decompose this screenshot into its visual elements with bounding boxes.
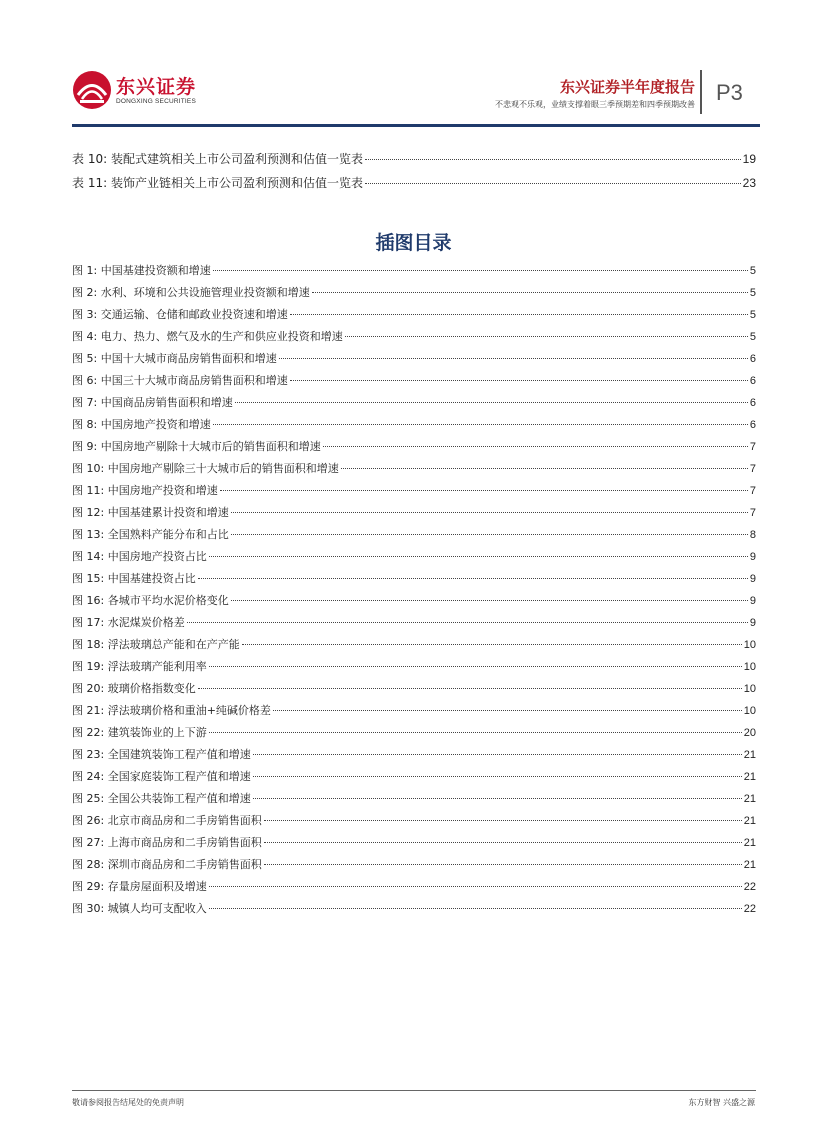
toc-page: 22 xyxy=(743,881,756,893)
dot-leader xyxy=(198,578,748,579)
dot-leader xyxy=(198,688,742,689)
toc-label: 图 4: 电力、热力、燃气及水的生产和供应业投资和增速 xyxy=(72,330,343,343)
toc-page: 5 xyxy=(749,265,756,277)
dot-leader xyxy=(312,292,748,293)
toc-label: 图 24: 全国家庭装饰工程产值和增速 xyxy=(72,770,251,783)
toc-label: 图 21: 浮法玻璃价格和重油+纯碱价格差 xyxy=(72,704,271,717)
toc-page: 7 xyxy=(749,463,756,475)
toc-page: 21 xyxy=(743,771,756,783)
dot-leader xyxy=(231,512,748,513)
dot-leader xyxy=(213,424,748,425)
toc-row[interactable] xyxy=(72,394,756,416)
toc-page: 10 xyxy=(743,705,756,717)
toc-label: 图 5: 中国十大城市商品房销售面积和增速 xyxy=(72,352,277,365)
dot-leader xyxy=(264,864,742,865)
toc-label: 图 10: 中国房地产剔除三十大城市后的销售面积和增速 xyxy=(72,462,339,475)
toc-row[interactable] xyxy=(72,504,756,526)
figure-list xyxy=(72,262,756,922)
dot-leader xyxy=(290,314,748,315)
toc-row[interactable] xyxy=(72,592,756,614)
dot-leader xyxy=(209,556,748,557)
toc-label: 图 16: 各城市平均水泥价格变化 xyxy=(72,594,229,607)
toc-row[interactable] xyxy=(72,790,756,812)
toc-row[interactable] xyxy=(72,350,756,372)
figures-section-title: 插图目录 xyxy=(375,232,452,254)
toc-page: 10 xyxy=(743,683,756,695)
toc-page: 21 xyxy=(743,837,756,849)
logo-subtitle: DONGXING SECURITIES xyxy=(116,98,197,105)
toc-row[interactable] xyxy=(72,174,756,198)
dot-leader xyxy=(209,908,742,909)
report-subtitle: 不悲观不乐观，业绩支撑着眼三季预期差和四季预期改善 xyxy=(495,100,695,109)
toc-row[interactable] xyxy=(72,834,756,856)
toc-row[interactable] xyxy=(72,438,756,460)
dot-leader xyxy=(209,732,742,733)
footer-rule xyxy=(72,1090,756,1091)
toc-row[interactable] xyxy=(72,614,756,636)
dot-leader xyxy=(220,490,748,491)
toc-page: 22 xyxy=(743,903,756,915)
dot-leader xyxy=(365,183,741,184)
dot-leader xyxy=(253,754,742,755)
toc-label: 图 23: 全国建筑装饰工程产值和增速 xyxy=(72,748,251,761)
toc-label: 图 26: 北京市商品房和二手房销售面积 xyxy=(72,814,262,827)
dot-leader xyxy=(242,644,742,645)
toc-row[interactable] xyxy=(72,900,756,922)
toc-page: 6 xyxy=(749,375,756,387)
toc-row[interactable] xyxy=(72,636,756,658)
dot-leader xyxy=(345,336,748,337)
dot-leader xyxy=(253,776,742,777)
toc-row[interactable] xyxy=(72,680,756,702)
dot-leader xyxy=(231,600,748,601)
toc-page: 6 xyxy=(749,419,756,431)
toc-label: 图 14: 中国房地产投资占比 xyxy=(72,550,207,563)
toc-label: 图 13: 全国熟料产能分布和占比 xyxy=(72,528,229,541)
dot-leader xyxy=(231,534,748,535)
toc-page: 10 xyxy=(743,661,756,673)
toc-page: 20 xyxy=(743,727,756,739)
toc-page: 6 xyxy=(749,397,756,409)
dot-leader xyxy=(264,820,742,821)
toc-row[interactable] xyxy=(72,548,756,570)
toc-row[interactable] xyxy=(72,284,756,306)
dot-leader xyxy=(253,798,742,799)
dot-leader xyxy=(290,380,748,381)
toc-label: 图 30: 城镇人均可支配收入 xyxy=(72,902,207,915)
toc-row[interactable] xyxy=(72,702,756,724)
toc-label: 图 17: 水泥煤炭价格差 xyxy=(72,616,185,629)
dot-leader xyxy=(213,270,748,271)
logo-mark-icon xyxy=(72,70,112,110)
dot-leader xyxy=(209,886,742,887)
toc-label: 图 11: 中国房地产投资和增速 xyxy=(72,484,218,497)
toc-label: 图 7: 中国商品房销售面积和增速 xyxy=(72,396,233,409)
company-logo xyxy=(72,70,202,114)
toc-label: 图 28: 深圳市商品房和二手房销售面积 xyxy=(72,858,262,871)
toc-row[interactable] xyxy=(72,570,756,592)
toc-label: 图 6: 中国三十大城市商品房销售面积和增速 xyxy=(72,374,288,387)
toc-page: 9 xyxy=(749,573,756,585)
toc-label: 图 18: 浮法玻璃总产能和在产产能 xyxy=(72,638,240,651)
toc-page: 7 xyxy=(749,485,756,497)
header-rule xyxy=(72,124,760,127)
toc-page: 19 xyxy=(742,152,756,166)
toc-label: 图 3: 交通运输、仓储和邮政业投资速和增速 xyxy=(72,308,288,321)
dot-leader xyxy=(187,622,748,623)
toc-page: 5 xyxy=(749,287,756,299)
toc-page: 7 xyxy=(749,507,756,519)
toc-row[interactable] xyxy=(72,526,756,548)
toc-label: 图 27: 上海市商品房和二手房销售面积 xyxy=(72,836,262,849)
footer-slogan: 东方财智 兴盛之源 xyxy=(688,1098,755,1107)
toc-page: 21 xyxy=(743,815,756,827)
toc-label: 图 15: 中国基建投资占比 xyxy=(72,572,196,585)
toc-row[interactable] xyxy=(72,416,756,438)
toc-label: 图 9: 中国房地产剔除十大城市后的销售面积和增速 xyxy=(72,440,321,453)
toc-label: 图 29: 存量房屋面积及增速 xyxy=(72,880,207,893)
toc-page: 7 xyxy=(749,441,756,453)
toc-row[interactable] xyxy=(72,658,756,680)
toc-page: 5 xyxy=(749,331,756,343)
toc-row[interactable] xyxy=(72,306,756,328)
toc-page: 23 xyxy=(742,176,756,190)
toc-page: 9 xyxy=(749,551,756,563)
toc-label: 图 12: 中国基建累计投资和增速 xyxy=(72,506,229,519)
toc-label: 图 8: 中国房地产投资和增速 xyxy=(72,418,211,431)
toc-row[interactable] xyxy=(72,878,756,900)
report-title: 东兴证券半年度报告 xyxy=(559,78,695,96)
toc-row[interactable] xyxy=(72,262,756,284)
toc-row[interactable] xyxy=(72,812,756,834)
dot-leader xyxy=(209,666,742,667)
footer-disclaimer: 敬请参阅报告结尾处的免责声明 xyxy=(72,1098,184,1107)
toc-row[interactable] xyxy=(72,460,756,482)
toc-label: 图 25: 全国公共装饰工程产值和增速 xyxy=(72,792,251,805)
dot-leader xyxy=(341,468,748,469)
toc-page: 21 xyxy=(743,859,756,871)
toc-page: 9 xyxy=(749,595,756,607)
toc-label: 表 11: 装饰产业链相关上市公司盈利预测和估值一览表 xyxy=(72,176,363,190)
toc-label: 图 20: 玻璃价格指数变化 xyxy=(72,682,196,695)
toc-row[interactable] xyxy=(72,482,756,504)
toc-row[interactable] xyxy=(72,328,756,350)
toc-row[interactable] xyxy=(72,856,756,878)
toc-row[interactable] xyxy=(72,372,756,394)
dot-leader xyxy=(279,358,748,359)
toc-label: 图 2: 水利、环境和公共设施管理业投资额和增速 xyxy=(72,286,310,299)
logo-name: 东兴证券 xyxy=(116,76,197,98)
page-number: P3 xyxy=(716,80,743,105)
toc-label: 图 1: 中国基建投资额和增速 xyxy=(72,264,211,277)
dot-leader xyxy=(264,842,742,843)
toc-page: 8 xyxy=(749,529,756,541)
dot-leader xyxy=(323,446,748,447)
dot-leader xyxy=(235,402,748,403)
toc-page: 10 xyxy=(743,639,756,651)
dot-leader xyxy=(365,159,741,160)
toc-page: 6 xyxy=(749,353,756,365)
toc-row[interactable] xyxy=(72,768,756,790)
toc-label: 图 19: 浮法玻璃产能利用率 xyxy=(72,660,207,673)
toc-label: 图 22: 建筑装饰业的上下游 xyxy=(72,726,207,739)
toc-page: 5 xyxy=(749,309,756,321)
toc-page: 21 xyxy=(743,749,756,761)
toc-row[interactable] xyxy=(72,724,756,746)
toc-page: 9 xyxy=(749,617,756,629)
toc-page: 21 xyxy=(743,793,756,805)
dot-leader xyxy=(273,710,742,711)
toc-label: 表 10: 装配式建筑相关上市公司盈利预测和估值一览表 xyxy=(72,152,363,166)
toc-row[interactable] xyxy=(72,746,756,768)
header-divider xyxy=(700,70,702,114)
toc-row[interactable] xyxy=(72,150,756,174)
table-list xyxy=(72,150,756,198)
